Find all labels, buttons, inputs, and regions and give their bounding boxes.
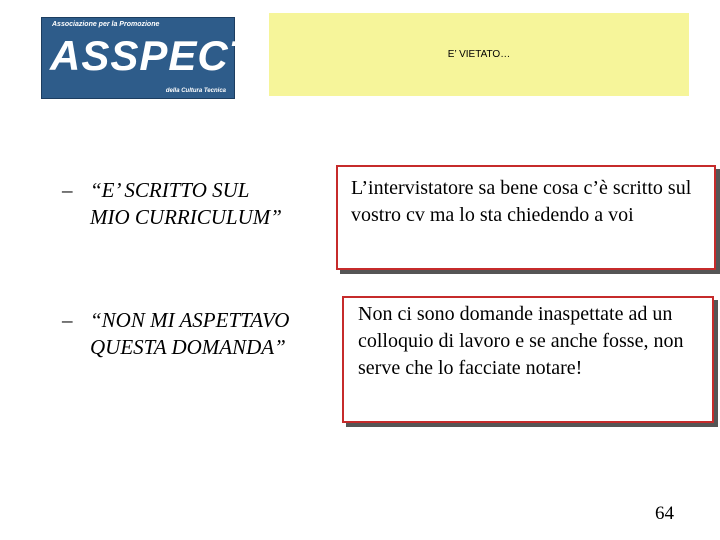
logo-main-text: ASSPECT bbox=[50, 32, 256, 79]
bullet-text-line1: “E’ SCRITTO SUL bbox=[90, 178, 250, 202]
asspect-logo bbox=[41, 17, 256, 99]
title-box bbox=[269, 13, 689, 96]
page-number: 64 bbox=[655, 503, 674, 524]
bullet-dash: – bbox=[62, 178, 73, 202]
bullet-dash: – bbox=[62, 308, 73, 332]
bullet-item-2 bbox=[62, 307, 289, 361]
logo-bottom-text: della Cultura Tecnica bbox=[165, 88, 226, 94]
bullet-text-line2: QUESTA DOMANDA” bbox=[90, 335, 286, 359]
bullet-item-1 bbox=[62, 177, 282, 231]
answer-box-2 bbox=[342, 296, 714, 423]
slide-title: E’ VIETATO… bbox=[447, 49, 511, 60]
answer-text: L’intervistatore sa bene cosa c’è scritto sul vostro cv ma lo sta chiedendo a voi bbox=[351, 177, 692, 226]
bullet-text-line1: “NON MI ASPETTAVO bbox=[90, 308, 290, 332]
answer-box-1 bbox=[336, 165, 716, 270]
bullet-text-line2: MIO CURRICULUM” bbox=[90, 205, 282, 229]
answer-text: Non ci sono domande inaspettate ad un colloquio di lavoro e se anche fosse, non serve che lo facciate notare! bbox=[358, 303, 684, 379]
logo-top-text: Associazione per la Promozione bbox=[52, 21, 160, 28]
